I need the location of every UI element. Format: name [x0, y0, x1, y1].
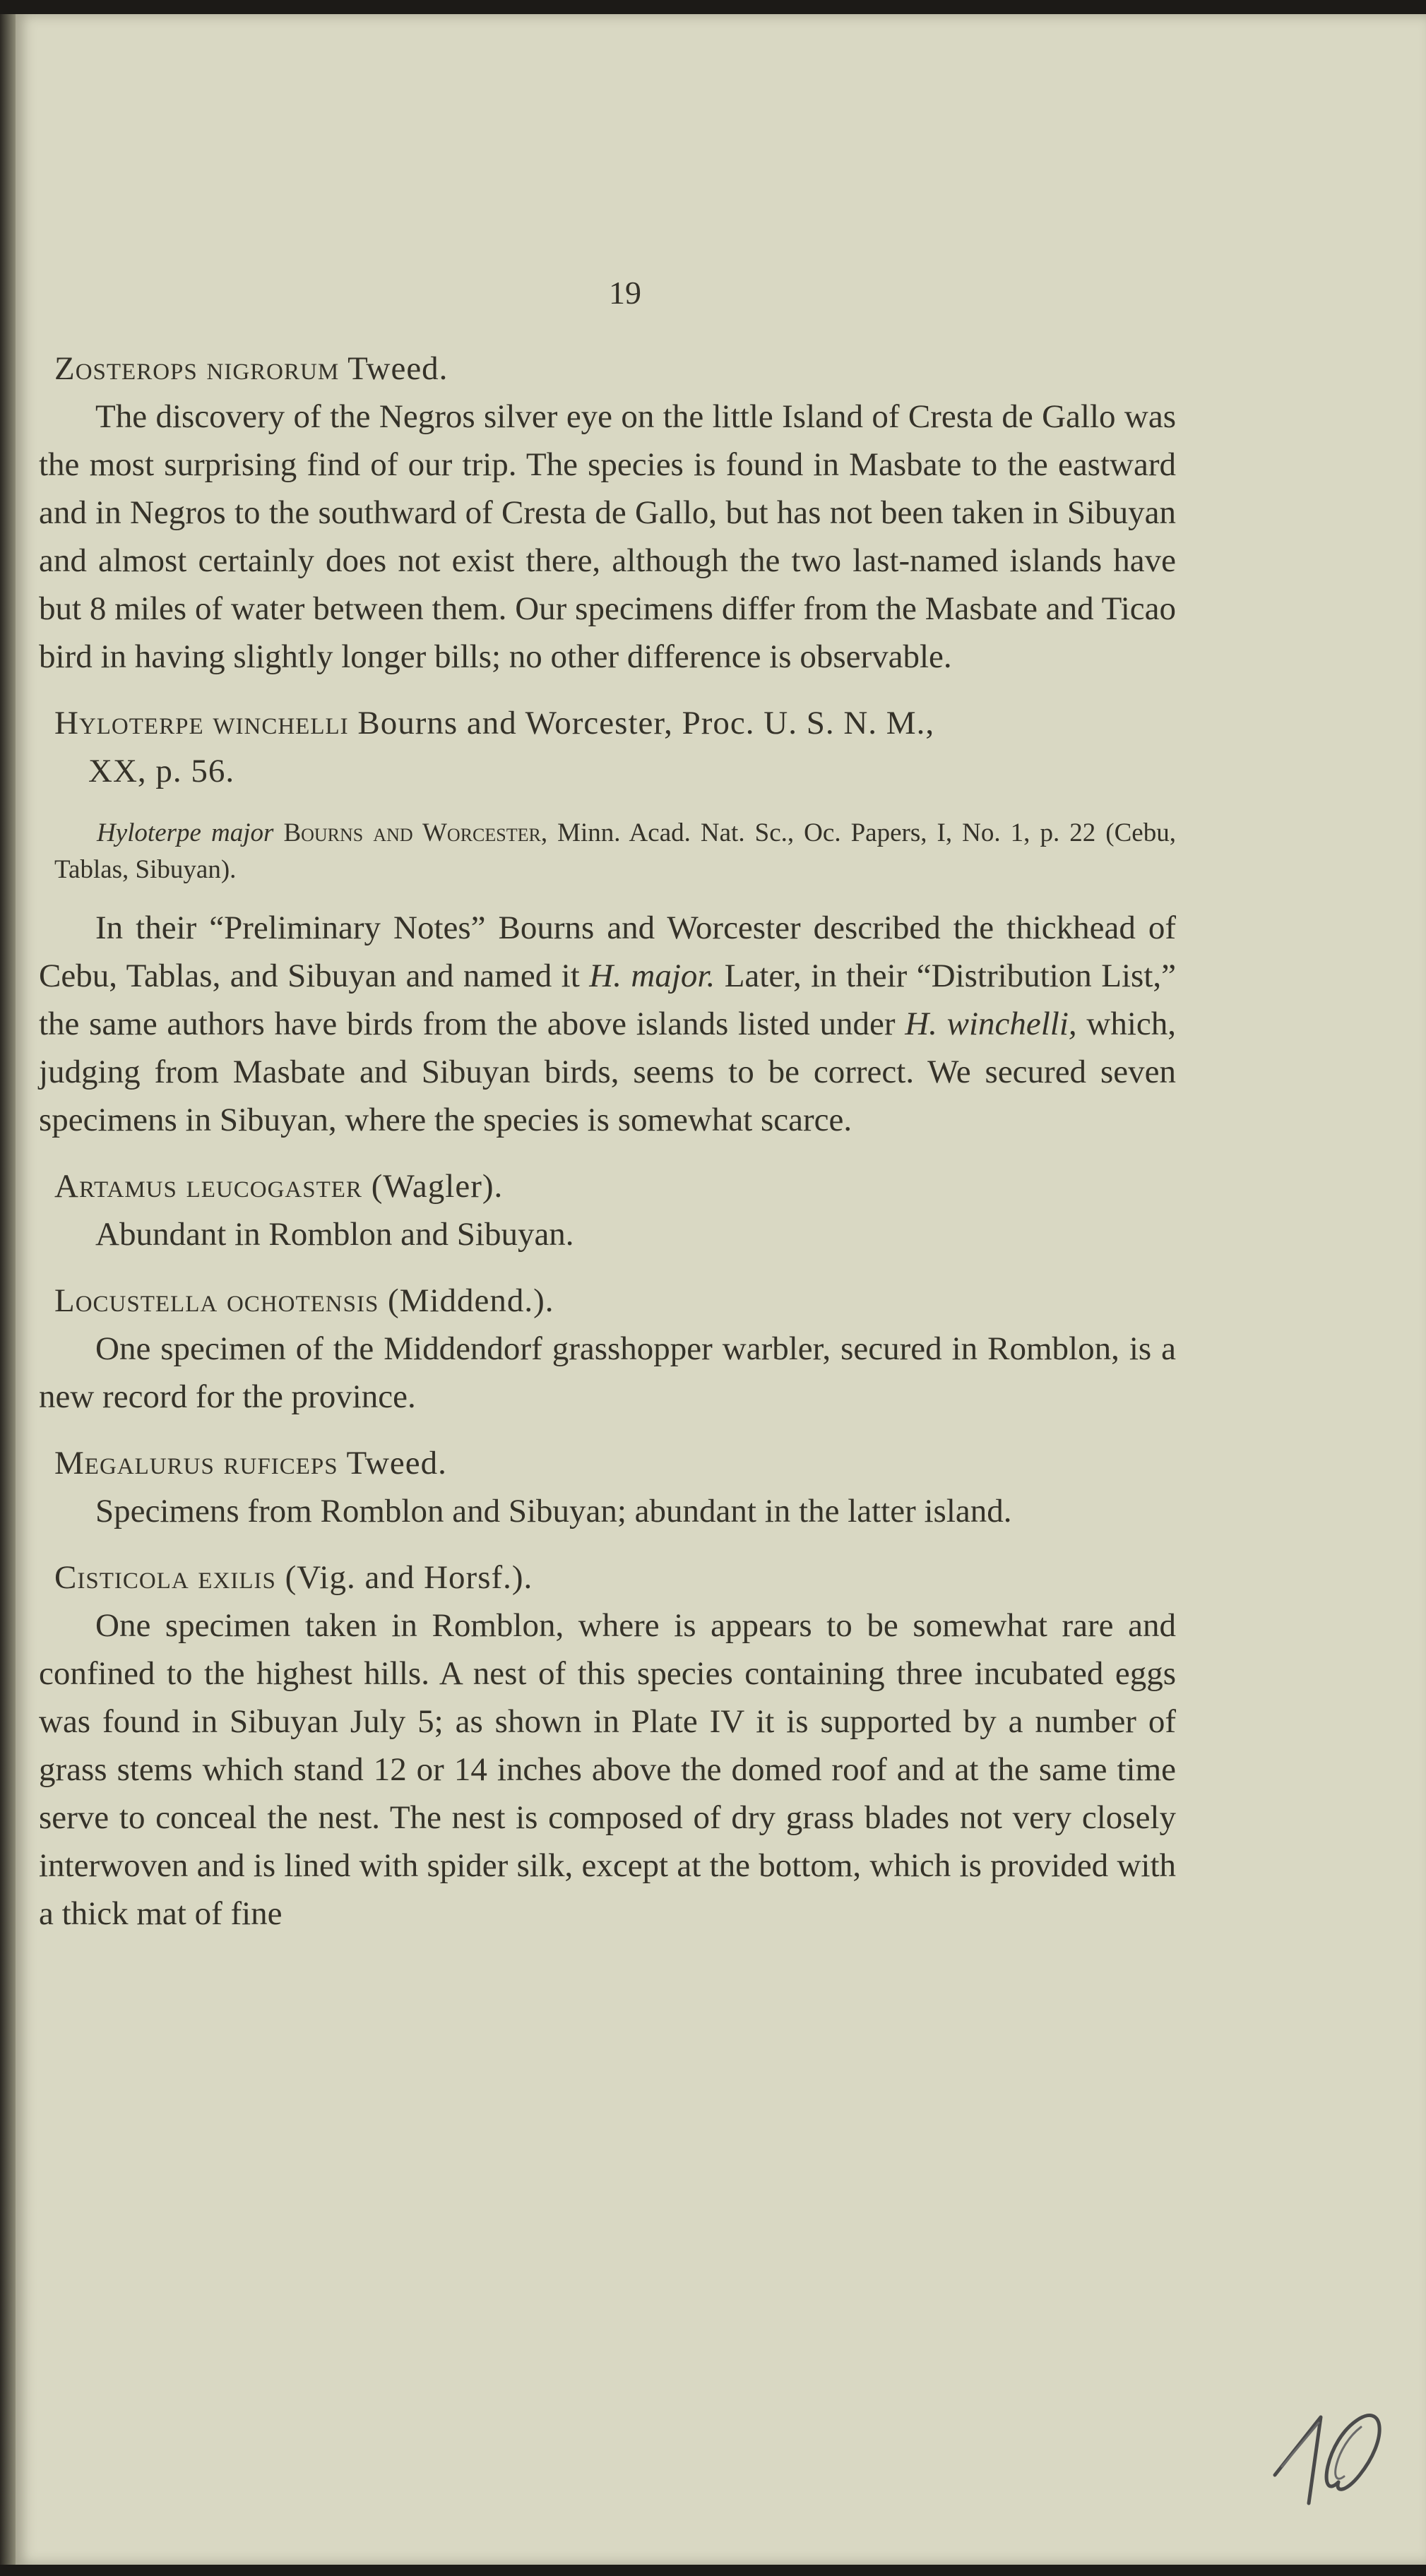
- synonym-name: Hyloterpe major: [97, 818, 274, 847]
- species-authority: (Wagler).: [362, 1168, 504, 1205]
- species-authority: Bourns and Worcester, Proc. U. S. N. M.,: [348, 705, 935, 741]
- page-number: 19: [609, 275, 641, 311]
- species-authority: (Middend.).: [379, 1282, 554, 1319]
- species-authority: Tweed.: [338, 1445, 447, 1481]
- entry-text-cisticola: One specimen taken in Romblon, where is appears to be somewhat rare and confined to the highest hills. A nest of this species containing three incubated eggs was found in Sibuyan July 5; as shown in Plate IV it is supported by a number of grass stems which stand 12 or 14 inches above the domed roof and at the same time serve to conceal the nest. The nest is composed of dry grass blades not very closely interwoven and is lined with spider silk, except at the bottom, which is provided with a thick mat of fine: [39, 1607, 1176, 1932]
- entry-heading-locustella: [39, 1277, 1176, 1325]
- handwritten-folio-number: [1254, 2397, 1395, 2510]
- text-run: In their “Preliminary Notes” Bourns and Worcester described the thickhead of Cebu, Tablas, and Sibuyan and named it: [39, 910, 1176, 994]
- synonym-reference: [39, 815, 1176, 888]
- species-authority: (Vig. and Horsf.).: [275, 1559, 533, 1596]
- species-name: Hyloterpe winchelli: [54, 705, 349, 741]
- entry-text-zosterops: The discovery of the Negros silver eye on the little Island of Cresta de Gallo was the most surprising find of our trip. The species is found in Masbate to the eastward and in Negros to the southward of Cresta de Gallo, but has not been taken in Sibuyan and almost certainly does not exist there, although the two last-named islands have but 8 miles of water between them. Our specimens differ from the Masbate and Ticao bird in having slightly longer bills; no other difference is observable.: [39, 398, 1176, 675]
- page-content: [39, 261, 1176, 1938]
- species-name: Zosterops nigrorum: [54, 350, 340, 387]
- species-name: Artamus leucogaster: [54, 1168, 362, 1205]
- bottom-edge: [0, 2565, 1426, 2576]
- species-name: Locustella ochotensis: [54, 1282, 379, 1319]
- species-name: Cisticola exilis: [54, 1559, 276, 1596]
- species-authority-continued: XX, p. 56.: [88, 753, 235, 789]
- species-authority: Tweed.: [339, 350, 448, 387]
- text-run: which, judging from Masbate and Sibuyan birds, seems to be correct. We secured seven specimens in Sibuyan, where the species is somewhat scarce.: [39, 1006, 1176, 1138]
- entry-heading-zosterops: [39, 345, 1176, 393]
- italic-name: H. major.: [589, 958, 715, 994]
- italic-name: H. winchelli,: [905, 1006, 1077, 1042]
- synonym-citation: , Minn. Acad. Nat. Sc., Oc. Papers, I, No. 1, p. 22 (Cebu, Tablas, Sibuyan).: [54, 818, 1176, 884]
- entry-heading-hyloterpe: [39, 699, 1176, 795]
- species-name: Megalurus ruficeps: [54, 1445, 338, 1481]
- entry-text-artamus: Abundant in Romblon and Sibuyan.: [95, 1216, 574, 1253]
- text-run: Later, in their “Distribution List,” the same authors have birds from the above islands listed under: [39, 958, 1176, 1042]
- entry-text-megalurus: Specimens from Romblon and Sibuyan; abundant in the latter island.: [95, 1493, 1012, 1530]
- entry-text-locustella: One specimen of the Middendorf grasshopper warbler, secured in Romblon, is a new record for the province.: [39, 1330, 1176, 1415]
- entry-heading-megalurus: [39, 1439, 1176, 1487]
- synonym-authors: Bourns and Worcester: [283, 818, 541, 847]
- entry-heading-cisticola: [39, 1554, 1176, 1602]
- entry-text-hyloterpe: [39, 904, 1176, 1144]
- entry-heading-artamus: [39, 1162, 1176, 1210]
- binding-edge: [0, 14, 16, 2565]
